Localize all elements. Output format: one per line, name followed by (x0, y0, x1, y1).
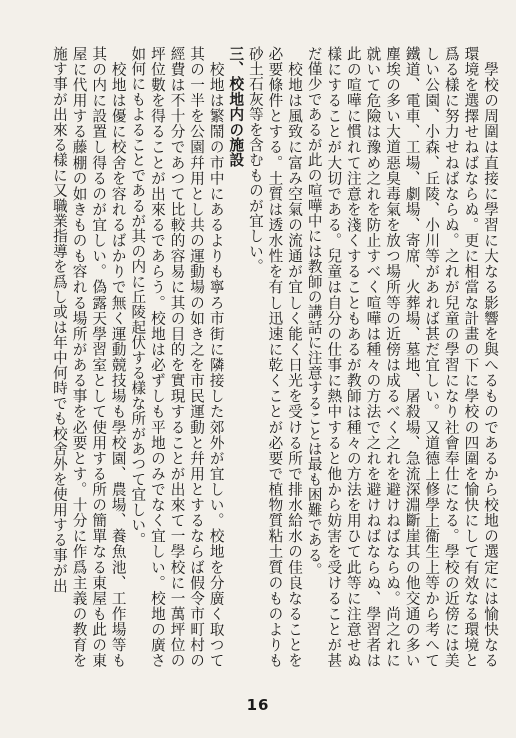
paragraph-site-conditions: 校地は風致に富み空氣の流通が宜しく能く日光を受ける所で排水給水の佳良なることを必要條件とする。土質は透水性を有し迅速に乾くことが必要で植物質粘土質のものよりも砂土石灰等を含むものが宜しい。 (246, 46, 304, 668)
paragraph-school-surroundings: 學校の周圍は直接に學習に大なる影響を與へるものであるから校地の選定には愉快なる環境を選擇せねばならぬ。更に相當な計畫の下に學校の四圍を愉快にして有效なる環境と爲る樣に努力せねばならぬ。之れが兒童の學習になり社會奉仕になる。學校の近傍には美しい公園、小森、丘陵、小川等があれば甚だ宜しい。又道德上修學上衞生上等から考へて鐵道、電車、工場、劇場、寄席、火葬場、墓地、屠殺場、急流深淵斷崖其の他交通の多い塵埃の多い大道惡臭毒氣を放つ場所等の近傍は成るべく之れを避けねばならぬ。尚之れに就いて危險は豫め之れを防止すべく喧嘩は種々の方法で之れを避けねばならぬ、學習者は此の喧嘩に慣れて注意を淺くすることもあるが教師は種々の方法を用ひて此等に注意せぬ樣にすることが大切である。兒童は自分の仕事に熱中すると他から妨害を受けることが甚だ僅少であるが此の喧嘩中には教師の講話に注意することは最も困難である。 (305, 46, 499, 668)
vertical-text-body (22, 46, 500, 668)
page-number: 16 (246, 696, 270, 714)
paragraph-site-location: 校地は繁鬧の市中にあるよりも寧ろ市街に隣接した郊外が宜しい。校地を分廣く取つて其の一半を公園幷用とし共の運動場の如き之を市民運動と幷用とするならば假令市町村の經費は不十分であつて比較的容易に其の目的を實現することが出來て一學校に一萬坪位の坪位數を得ることが出來るであらう。校地は必ずしも平地のみでなく宜しい。校地の廣さ如何にもよることであるが其の内に丘陵起伏する樣な所があつて宜しい。 (129, 46, 225, 668)
paragraph-site-facilities: 校地は優に校舍を容れるばかりで無く運動競技場も學校園、農場、養魚池、工作場等も其の内に設置し得るのが宜しい。偽露天學習室として使用する所の簡單なる東屋も此の東屋に代用する藤棚の如きものも容れる場所がある事を必要とす。十分に作爲主義の教育を施す事が出來る樣に又職業指導を爲し或は年中何時でも校舍外を使用する事が出 (50, 46, 127, 668)
section-heading: 三、校地内の施設 (227, 46, 245, 168)
